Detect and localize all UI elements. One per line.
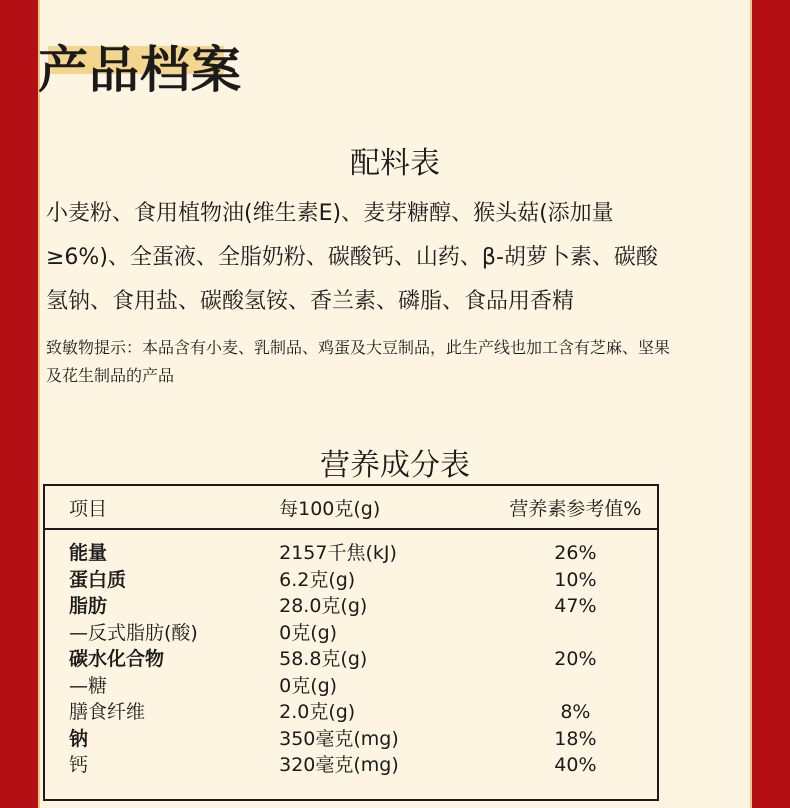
table-row bbox=[44, 529, 658, 567]
ingredients-text: 小麦粉、食用植物油(维生素E)、麦芽糖醇、猴头菇(添加量≥6%)、全蛋液、全脂奶粉、碳酸钙、山药、β-胡萝卜素、碳酸氢钠、食用盐、碳酸氢铵、香兰素、磷脂、食品用香精 bbox=[46, 201, 658, 314]
table-row bbox=[44, 620, 658, 647]
nutrient-amount: 58.8克(g) bbox=[279, 648, 368, 671]
nutrient-name: 能量 bbox=[69, 542, 108, 565]
nutrition-header-row bbox=[44, 485, 658, 529]
nutrient-amount: 350毫克(mg) bbox=[279, 727, 399, 750]
nutrient-name: 蛋白质 bbox=[69, 568, 127, 591]
allergen-notice: 致敏物提示：本品含有小麦、乳制品、鸡蛋及大豆制品，此生产线也加工含有芝麻、坚果及花生制品的产品 bbox=[46, 338, 671, 385]
nutrient-nrv bbox=[494, 620, 658, 647]
nutrient-amount: 320毫克(mg) bbox=[279, 754, 399, 777]
nutrient-nrv: 47% bbox=[554, 595, 597, 618]
table-row bbox=[44, 699, 658, 726]
page-title: 产品档案 bbox=[38, 41, 242, 99]
nutrient-nrv: 8% bbox=[560, 701, 591, 724]
nutrient-amount: 6.2克(g) bbox=[279, 568, 356, 591]
nutrient-name: 钙 bbox=[69, 754, 89, 777]
nutrient-nrv: 26% bbox=[554, 542, 597, 565]
table-row bbox=[44, 752, 658, 800]
nutrient-nrv: 40% bbox=[554, 754, 597, 777]
column-header-per100g: 每100克(g) bbox=[279, 485, 494, 529]
nutrient-name: —糖 bbox=[69, 674, 108, 697]
nutrient-name: 钠 bbox=[69, 727, 89, 750]
nutrient-name: 碳水化合物 bbox=[69, 648, 165, 671]
title-block bbox=[38, 40, 242, 100]
table-row bbox=[44, 673, 658, 700]
nutrient-nrv: 10% bbox=[554, 568, 597, 591]
nutrition-table bbox=[43, 484, 659, 801]
nutrient-name: 脂肪 bbox=[69, 595, 108, 618]
nutrition-heading: 营养成分表 bbox=[320, 448, 470, 483]
nutrient-amount: 2.0克(g) bbox=[279, 701, 356, 724]
nutrient-amount: 2157千焦(kJ) bbox=[279, 542, 397, 565]
nutrient-nrv bbox=[494, 673, 658, 700]
nutrient-amount: 28.0克(g) bbox=[279, 595, 368, 618]
column-header-nrv: 营养素参考值% bbox=[494, 485, 658, 529]
nutrient-nrv: 18% bbox=[554, 727, 597, 750]
nutrient-amount: 0克(g) bbox=[279, 674, 338, 697]
nutrient-nrv: 20% bbox=[554, 648, 597, 671]
table-row bbox=[44, 726, 658, 753]
column-header-item: 项目 bbox=[44, 485, 279, 529]
ingredients-heading: 配料表 bbox=[350, 146, 440, 181]
nutrient-amount: 0克(g) bbox=[279, 621, 338, 644]
table-row bbox=[44, 567, 658, 594]
nutrient-name: 膳食纤维 bbox=[69, 701, 146, 724]
nutrient-name: —反式脂肪(酸) bbox=[69, 621, 198, 644]
table-row bbox=[44, 593, 658, 620]
table-row bbox=[44, 646, 658, 673]
